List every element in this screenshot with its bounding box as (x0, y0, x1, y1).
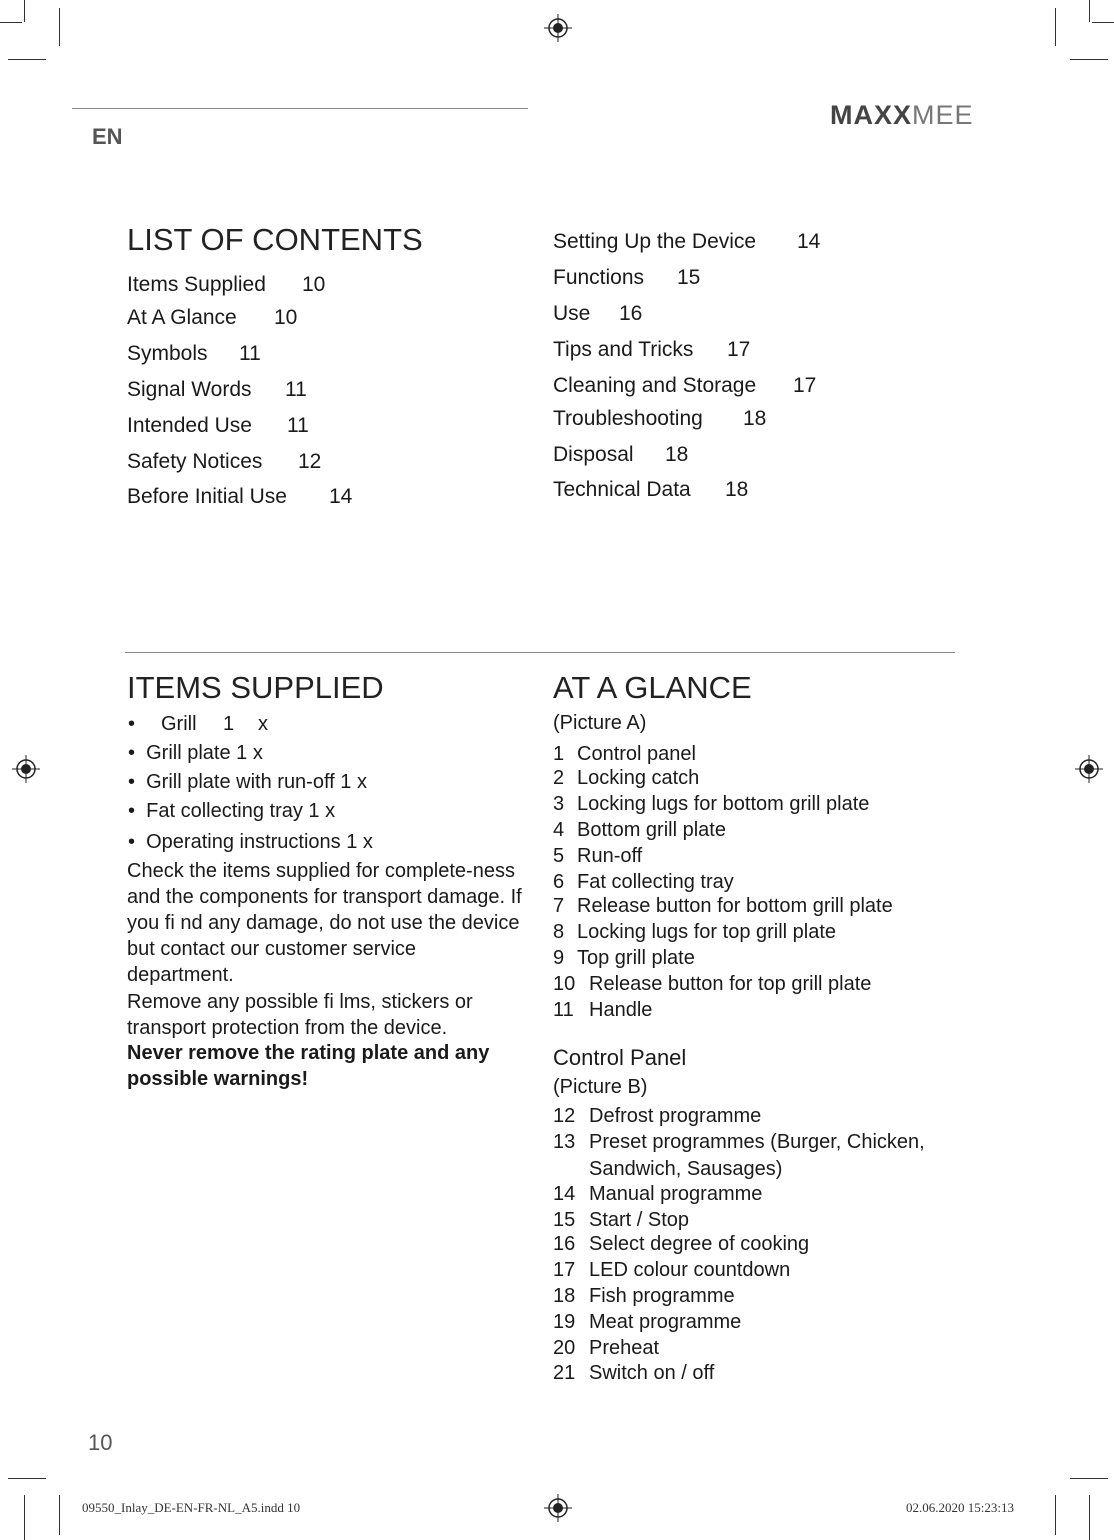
part-item (553, 819, 726, 842)
part-item (553, 973, 871, 996)
part-label: Locking catch (577, 767, 700, 789)
part-number: 5 (553, 845, 565, 867)
toc-entry (127, 306, 298, 330)
crop-mark (24, 1495, 25, 1540)
list-item: • Grill plate with run-off 1 x (128, 771, 367, 793)
control-label: Meat programme (589, 1311, 742, 1333)
control-number: 20 (553, 1337, 576, 1359)
item-qty: 1 (223, 713, 235, 735)
toc-entry-label: Technical Data (553, 478, 691, 501)
toc-entry-label: At A Glance (127, 306, 237, 329)
toc-entry-page: 15 (677, 266, 701, 289)
control-item (553, 1209, 689, 1232)
control-label: Fish programme (589, 1285, 735, 1307)
part-number: 7 (553, 895, 565, 917)
control-label: Preset programmes (Burger, Chicken, (589, 1131, 925, 1153)
part-label: Fat collecting tray (577, 871, 734, 893)
control-label-continued: Sandwich, Sausages) (589, 1158, 783, 1180)
toc-entry-page: 11 (285, 378, 307, 401)
toc-entry-page: 14 (797, 230, 821, 253)
toc-entry-label: Signal Words (127, 378, 252, 401)
part-item (553, 743, 696, 766)
item-text: Fat collecting tray 1 x (146, 800, 336, 822)
part-item (553, 793, 869, 816)
crop-mark (8, 59, 46, 60)
toc-entry-label: Safety Notices (127, 450, 263, 473)
control-item (553, 1105, 761, 1128)
warning-paragraph: Never remove the rating plate and any possible warnings! (127, 1042, 490, 1090)
crop-mark (24, 0, 25, 22)
inspection-paragraph: Check the items supplied for complete-ness and the components for transport damage. If you fi nd any damage, do not use the device but contact our customer service department. (127, 860, 522, 986)
crop-mark (59, 8, 60, 46)
control-label: Select degree of cooking (589, 1233, 810, 1255)
control-item (553, 1337, 659, 1360)
toc-title: LIST OF CONTENTS (127, 222, 423, 257)
logo-bold: MAXX (830, 100, 913, 130)
toc-entry-label: Use (553, 302, 591, 325)
part-number: 1 (553, 743, 565, 765)
part-label: Handle (589, 999, 653, 1021)
crop-mark (1089, 0, 1090, 22)
control-item (553, 1233, 809, 1256)
footer-file-name: 09550_Inlay_DE-EN-FR-NL_A5.indd 10 (82, 1500, 301, 1515)
control-item (553, 1183, 762, 1206)
toc-entry (553, 407, 767, 431)
item-unit: x (258, 713, 268, 735)
control-number: 21 (553, 1362, 576, 1384)
control-number: 17 (553, 1259, 576, 1281)
crop-mark (8, 1478, 46, 1479)
toc-entry-label: Setting Up the Device (553, 230, 757, 253)
toc-entry-page: 10 (274, 306, 298, 329)
toc-entry-page: 18 (725, 478, 749, 501)
section-divider (125, 652, 955, 653)
control-number: 15 (553, 1209, 576, 1231)
registration-mark-icon (1075, 755, 1103, 783)
control-label: Manual programme (589, 1183, 763, 1205)
logo-light: MEE (912, 100, 974, 130)
part-item (553, 895, 893, 918)
control-label: Switch on / off (589, 1362, 715, 1384)
toc-entry-page: 11 (287, 414, 309, 437)
crop-mark (1055, 8, 1056, 46)
part-item (553, 921, 836, 944)
control-label: LED colour countdown (589, 1259, 791, 1281)
part-label: Bottom grill plate (577, 819, 726, 841)
toc-entry-label: Tips and Tricks (553, 338, 694, 361)
item-text: Grill plate 1 x (146, 742, 263, 764)
control-item (553, 1131, 925, 1180)
item-name: Grill (161, 713, 197, 735)
header-rule (72, 108, 528, 109)
part-label: Control panel (577, 743, 696, 765)
part-item (553, 767, 699, 790)
control-number: 14 (553, 1183, 576, 1205)
toc-entry-page: 14 (329, 485, 353, 508)
control-number: 13 (553, 1131, 576, 1153)
part-item (553, 871, 734, 894)
part-item (553, 947, 695, 970)
toc-entry-label: Disposal (553, 443, 634, 466)
control-number: 18 (553, 1285, 576, 1307)
crop-mark (1055, 1495, 1056, 1535)
crop-mark (0, 22, 22, 23)
picture-b-reference: (Picture B) (553, 1076, 648, 1098)
control-label: Start / Stop (589, 1209, 690, 1231)
list-item (128, 713, 268, 736)
toc-entry-page: 11 (239, 342, 261, 365)
part-item (553, 845, 642, 868)
control-panel-title: Control Panel (553, 1045, 687, 1070)
bullet: • (128, 713, 136, 735)
list-item: • Operating instructions 1 x (128, 831, 373, 853)
registration-mark-icon (12, 755, 40, 783)
toc-entry (553, 443, 689, 467)
crop-mark (1092, 22, 1114, 23)
toc-entry-label: Intended Use (127, 414, 252, 437)
toc-entry (553, 230, 821, 254)
toc-entry (127, 485, 353, 509)
part-number: 6 (553, 871, 565, 893)
part-label: Locking lugs for top grill plate (577, 921, 837, 943)
control-number: 12 (553, 1105, 576, 1127)
toc-entry-label: Symbols (127, 342, 208, 365)
at-a-glance-title: AT A GLANCE (553, 670, 752, 705)
control-item (553, 1259, 790, 1282)
control-item (553, 1311, 741, 1334)
items-supplied-title: ITEMS SUPPLIED (127, 670, 384, 705)
toc-entry (553, 302, 643, 326)
control-item (553, 1285, 735, 1308)
toc-entry-page: 17 (793, 374, 817, 397)
toc-entry-page: 18 (743, 407, 767, 430)
toc-entry-page: 16 (619, 302, 643, 325)
toc-entry (127, 378, 307, 402)
brand-logo (830, 100, 974, 131)
removal-paragraph: Remove any possible fi lms, stickers or transport protection from the device. (127, 991, 473, 1039)
part-number: 3 (553, 793, 565, 815)
part-number: 2 (553, 767, 565, 789)
part-number: 8 (553, 921, 565, 943)
part-label: Release button for bottom grill plate (577, 895, 893, 917)
part-number: 10 (553, 973, 576, 995)
part-label: Top grill plate (577, 947, 695, 969)
part-number: 11 (553, 999, 574, 1021)
toc-entry (127, 414, 309, 438)
part-label: Run-off (577, 845, 643, 867)
crop-mark (1070, 59, 1108, 60)
part-label: Locking lugs for bottom grill plate (577, 793, 870, 815)
toc-entry-label: Before Initial Use (127, 485, 287, 508)
crop-mark (1070, 1478, 1108, 1479)
part-number: 4 (553, 819, 565, 841)
crop-mark (59, 1495, 60, 1535)
toc-entry-page: 17 (727, 338, 751, 361)
list-item: • Grill plate 1 x (128, 742, 263, 764)
toc-entry (553, 478, 749, 502)
toc-entry-page: 12 (298, 450, 322, 473)
picture-a-reference: (Picture A) (553, 712, 647, 734)
part-number: 9 (553, 947, 565, 969)
control-item (553, 1362, 714, 1385)
toc-entry-page: 10 (302, 273, 326, 296)
control-number: 19 (553, 1311, 576, 1333)
control-number: 16 (553, 1233, 576, 1255)
language-label: EN (92, 124, 123, 149)
toc-entry (127, 273, 326, 297)
toc-entry-page: 18 (665, 443, 689, 466)
crop-mark (1089, 1495, 1090, 1540)
registration-mark-icon (544, 14, 572, 42)
item-text: Operating instructions 1 x (146, 831, 373, 853)
registration-mark-icon (544, 1494, 572, 1522)
control-label: Preheat (589, 1337, 660, 1359)
list-item: • Fat collecting tray 1 x (128, 800, 336, 822)
part-label: Release button for top grill plate (589, 973, 872, 995)
toc-entry (553, 266, 701, 290)
control-label: Defrost programme (589, 1105, 762, 1127)
toc-entry (553, 338, 751, 362)
toc-entry-label: Functions (553, 266, 645, 289)
toc-entry (127, 342, 261, 366)
part-item (553, 999, 652, 1022)
page-number: 10 (88, 1430, 113, 1455)
footer-timestamp: 02.06.2020 15:23:13 (906, 1500, 1014, 1515)
toc-entry-label: Items Supplied (127, 273, 266, 296)
toc-entry-label: Cleaning and Storage (553, 374, 757, 397)
toc-entry (553, 374, 817, 398)
toc-entry-label: Troubleshooting (553, 407, 703, 430)
item-text: Grill plate with run-off 1 x (146, 771, 367, 793)
toc-entry (127, 450, 322, 474)
